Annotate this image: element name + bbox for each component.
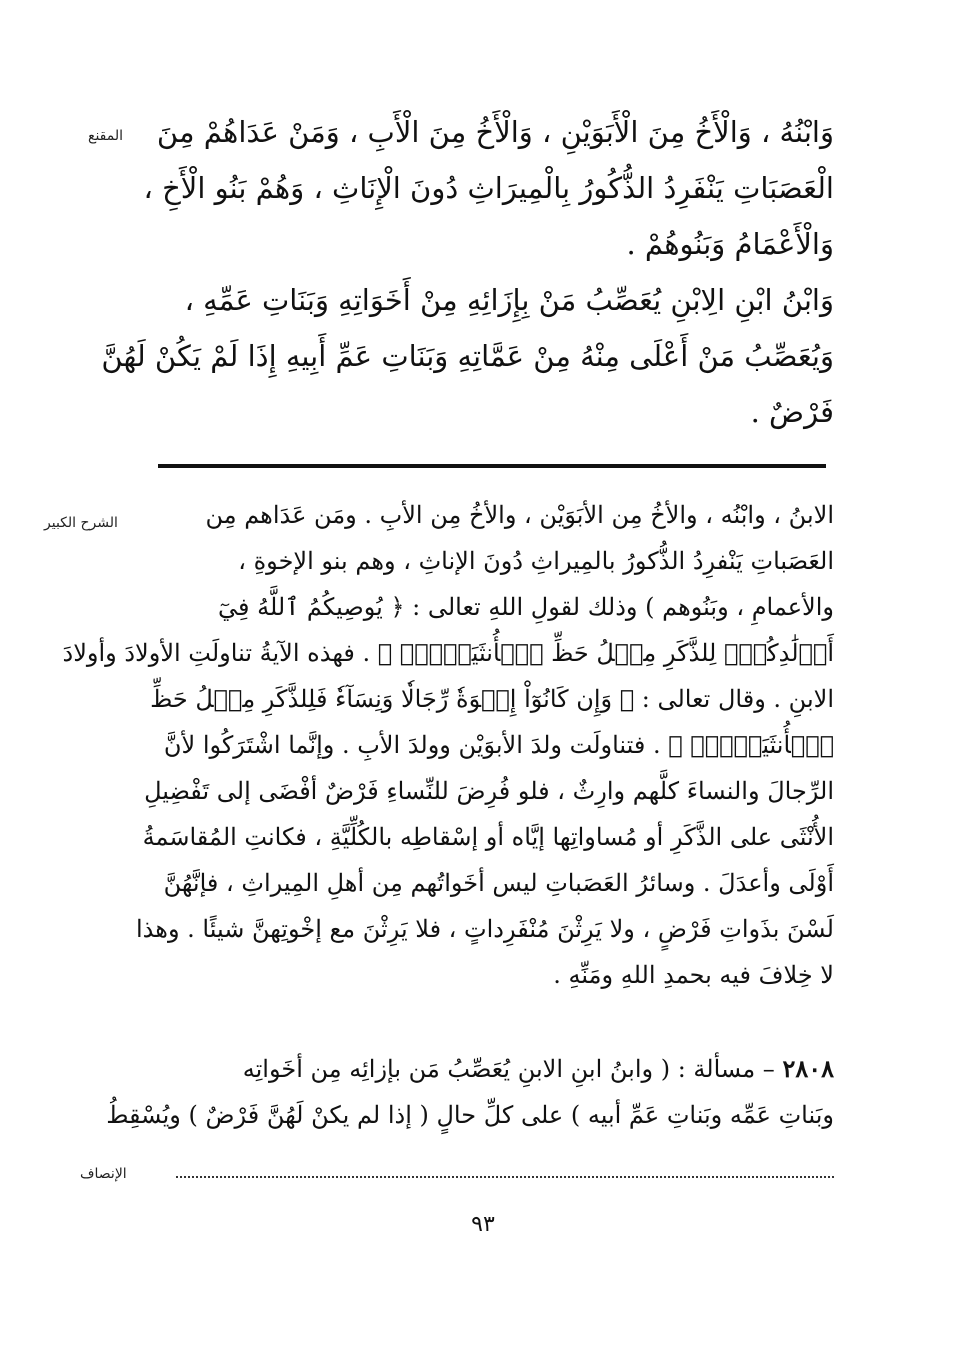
muqni-line: وَيُعَصِّبُ مَنْ أَعْلَى مِنْهُ مِنْ عَمَّاتِهِ وَبَنَاتِ عَمِّ أَبِيهِ إِذَا لَمْ يَكُنْ لَهُنَّ (101, 339, 834, 373)
sharh-line: ٱلۡأُنثَيَيۡنِۗ ﴾ . فتناولَت ولدَ الأبوَيْن وولدَ الأبِ . وإنَّما اشْتَرَكُوا لأنَّ (163, 731, 834, 759)
section-divider (158, 464, 826, 468)
muqni-line: وَابْنُ ابْنِ الِابْنِ يُعَصِّبُ مَنْ بِإِزَائِهِ مِنْ أَخَوَاتِهِ وَبَنَاتِ عَمِّهِ ، (184, 283, 834, 317)
muqni-line: وَالْأَعْمَامُ وَبَنُوهُمْ . (626, 227, 834, 261)
sharh-line: لا خِلافَ فيه بحمدِ اللهِ ومَنِّهِ . (553, 961, 834, 989)
sharh-line: الابنُ ، وابْنُه ، والأخُ مِن الأبَوَيْن ، والأخُ مِن الأبِ . ومَن عَدَاهم مِن (205, 501, 834, 529)
muqni-line: الْعَصَبَاتِ يَنْفَرِدُ الذُّكُورُ بِالْمِيرَاثِ دُونَ الْإِنَاثِ ، وَهُمْ بَنُو الْأَخِ ، (143, 171, 834, 205)
sharh-line: لَسْنَ بذَواتِ فَرْضٍ ، ولا يَرِثْنَ مُنْفَرِداتٍ ، فلا يَرِثْنَ مع إخْوتِهنَّ شيئًا . وهذا (136, 915, 834, 943)
sharh-line: أَوۡلَٰدِكُمۡۖ لِلذَّكَرِ مِثۡلُ حَظِّ ٱلۡأُنثَيَيۡنِۚ ﴾ . فهذه الآيةُ تناولَتِ الأولادَ وأولادَ (62, 639, 834, 667)
page-number: ٩٣ (471, 1212, 495, 1237)
insaf-margin-label: الإنصاف (80, 1166, 127, 1182)
dotted-divider (176, 1176, 834, 1178)
masala-block (106, 1046, 834, 1138)
sharh-margin-label: الشرح الكبير (44, 515, 118, 531)
sharh-line: الابنِ . وقال تعالى : ﴿ وَإِن كَانُوٓاْ إِخۡوَةٗ رِّجَالٗا وَنِسَآءٗ فَلِلذَّكَرِ مِثۡلُ حَظِّ (150, 685, 834, 713)
sharh-line: الرِّجالَ والنساءَ كلَّهم وارِثٌ ، فلو فُرِضَ للنِّساءِ فَرْضٌ أفْضَى إلى تَفْضِيلِ (144, 777, 834, 805)
muqni-line: فَرْضٌ . (750, 395, 834, 429)
masala-line: وبَناتِ عَمِّه وبَناتِ عَمِّ أبيه ) على كلِّ حالٍ ( إذا لم يكنْ لَهُنَّ فَرْضٌ ) ويُسْقِطُ (106, 1101, 834, 1129)
masala-number: ٢٨٠٨ (782, 1054, 834, 1083)
muqni-margin-label: المقنع (88, 128, 124, 144)
masala-heading-text: – مسألة : ( وابنُ ابنِ الابنِ يُعَصِّبُ مَن بإزائِه مِن أخَواتِه (242, 1055, 783, 1083)
sharh-line: أَوْلَى وأعدَلَ . وسائرُ العَصَباتِ ليس أخَواتُهم مِن أهلِ المِيراثِ ، فإنَّهُنَّ (163, 869, 834, 897)
muqni-line: وَابْنُهُ ، وَالْأَخُ مِنَ الْأَبَوَيْنِ ، وَالْأَخُ مِنَ الْأَبِ ، وَمَنْ عَدَاهُمْ مِنَ (156, 115, 834, 149)
sharh-line: العَصَباتِ يَنْفرِدُ الذُّكورُ بالمِيراثِ دُونَ الإناثِ ، وهم بنو الإخوةِ ، (238, 547, 834, 575)
sharh-line: الأُنْثَى على الذَّكَرِ أو مُساواتِها إيَّاه أو إسْقاطِه بالكُلِّيَّةِ ، فكانتِ المُقاسَمةُ (142, 823, 834, 851)
masala-heading-line (158, 1046, 834, 1092)
sharh-line: والأعمامِ ، وبَنُوهم ) وذلك لقولِ اللهِ تعالى : ﴿ يُوصِيكُمُ ٱللَّهُ فِيٓ (217, 593, 834, 621)
